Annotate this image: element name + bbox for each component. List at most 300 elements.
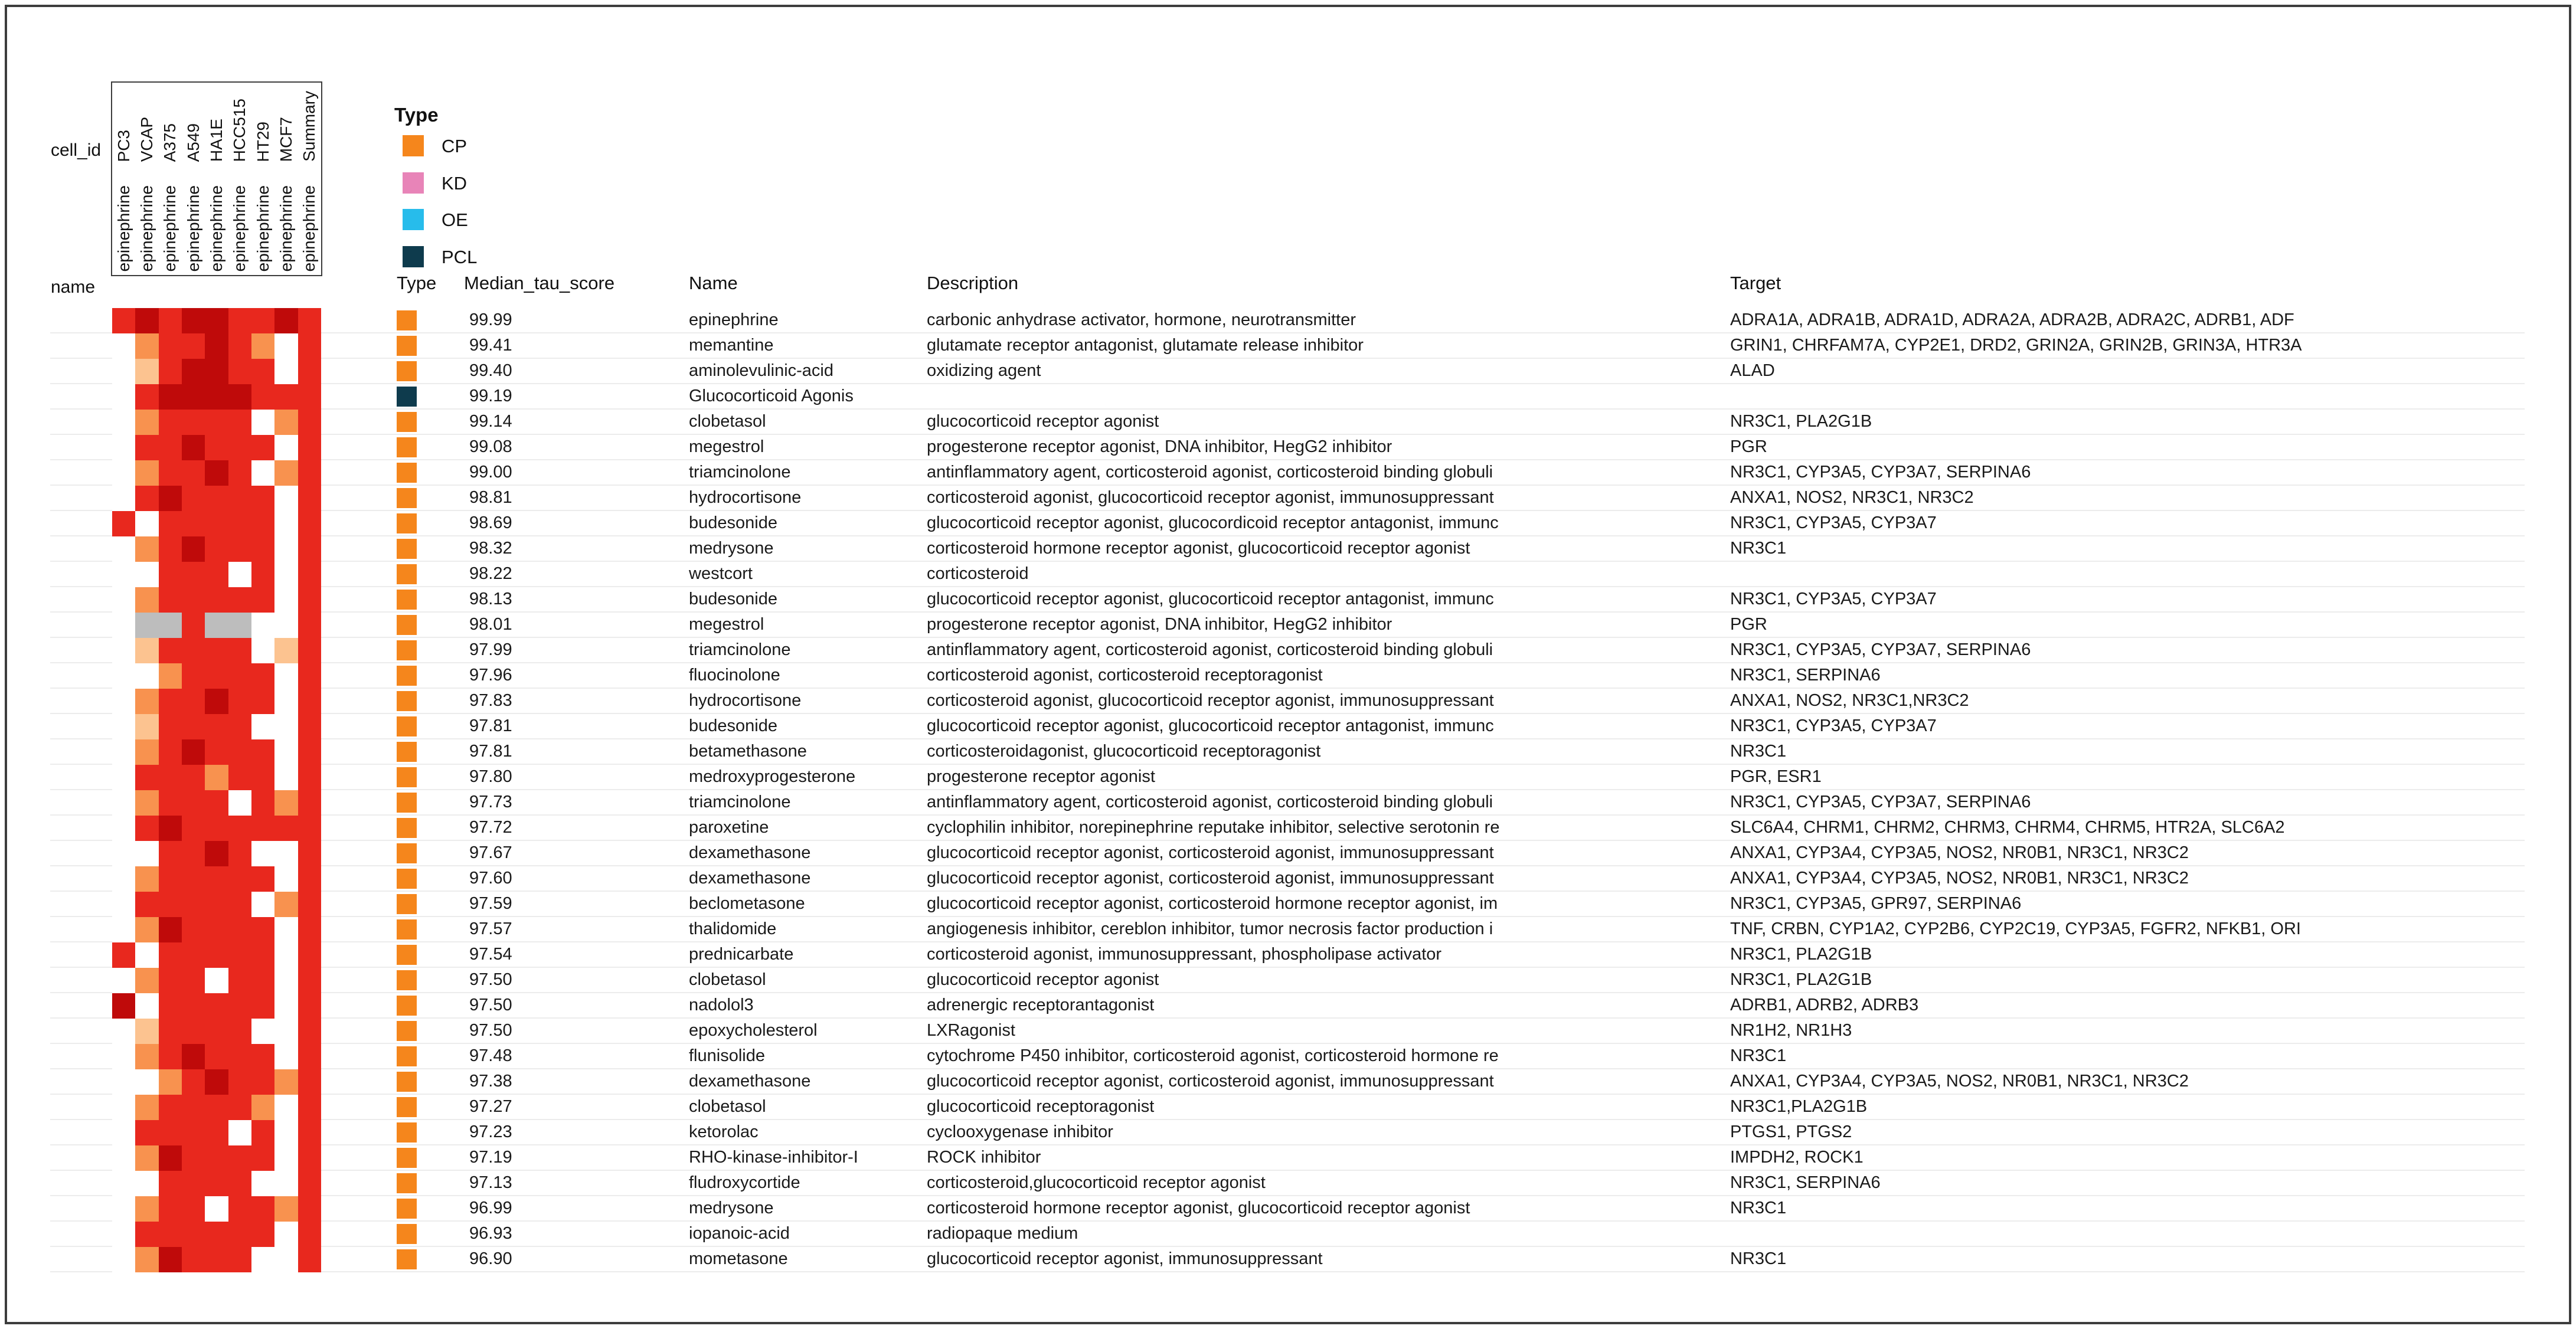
target: ANXA1, NOS2, NR3C1, NR3C2 bbox=[1730, 488, 1974, 507]
heatmap-cell bbox=[159, 1095, 182, 1120]
heatmap-cell bbox=[274, 333, 298, 359]
heatmap-cell bbox=[135, 917, 158, 942]
heatmap-cell bbox=[135, 562, 158, 587]
type-swatch bbox=[397, 1097, 417, 1117]
perturbagen-name: megestrol bbox=[689, 615, 764, 634]
heatmap-cell bbox=[205, 1171, 228, 1196]
median-tau-score: 97.50 bbox=[469, 996, 512, 1014]
heatmap-cell bbox=[135, 435, 158, 460]
heatmap-cell bbox=[251, 308, 274, 333]
table-row bbox=[50, 308, 2525, 333]
heatmap-cell bbox=[112, 536, 135, 562]
heatmap-cell bbox=[135, 384, 158, 410]
heatmap-cell bbox=[251, 866, 274, 892]
table-row bbox=[50, 613, 2525, 638]
heatmap-cell bbox=[251, 663, 274, 689]
type-swatch bbox=[397, 488, 417, 508]
heatmap-cell bbox=[205, 460, 228, 486]
heatmap-cell bbox=[182, 892, 205, 917]
table-row bbox=[50, 841, 2525, 866]
heatmap-cell bbox=[182, 333, 205, 359]
heatmap-cell bbox=[298, 460, 321, 486]
target: NR3C1 bbox=[1730, 1199, 1787, 1217]
cellid-label: HCC515 bbox=[230, 98, 249, 162]
heatmap-cell bbox=[228, 917, 251, 942]
heatmap-cell bbox=[274, 1044, 298, 1069]
heatmap-cell bbox=[159, 333, 182, 359]
oe-color-swatch bbox=[403, 209, 424, 230]
median-tau-score: 97.19 bbox=[469, 1148, 512, 1167]
perturbagen-name: fluocinolone bbox=[689, 666, 780, 685]
perturbagen-name: budesonide bbox=[689, 590, 777, 608]
heatmap-cell bbox=[205, 841, 228, 866]
description: corticosteroid agonist, glucocorticoid receptor agonist, immunosuppressant bbox=[927, 488, 1494, 507]
type-swatch bbox=[397, 1148, 417, 1168]
description: corticosteroid agonist, glucocorticoid receptor agonist, immunosuppressant bbox=[927, 691, 1494, 710]
heatmap-cell bbox=[298, 1019, 321, 1044]
heatmap-cell bbox=[205, 892, 228, 917]
heatmap-cell bbox=[251, 968, 274, 993]
heatmap-cell bbox=[228, 486, 251, 511]
heatmap-cell bbox=[159, 841, 182, 866]
heatmap-cell bbox=[228, 359, 251, 384]
heatmap-cell bbox=[135, 1247, 158, 1272]
heatmap-cell bbox=[135, 333, 158, 359]
heatmap-cell bbox=[135, 663, 158, 689]
perturbagen-name: memantine bbox=[689, 336, 774, 355]
perturbagen-name: mometasone bbox=[689, 1249, 788, 1268]
perturbagen-name: dexamethasone bbox=[689, 869, 811, 888]
heatmap-cell bbox=[228, 1222, 251, 1247]
heatmap-cell bbox=[205, 562, 228, 587]
heatmap-cell bbox=[251, 816, 274, 841]
heatmap-cell bbox=[182, 663, 205, 689]
heatmap-cell bbox=[251, 841, 274, 866]
type-swatch bbox=[397, 818, 417, 838]
heatmap-column-header bbox=[159, 165, 182, 275]
heatmap-cell bbox=[135, 765, 158, 790]
target: PGR, ESR1 bbox=[1730, 767, 1822, 786]
perturbagen-name: medrysone bbox=[689, 539, 774, 558]
median-tau-score: 97.96 bbox=[469, 666, 512, 685]
target: NR3C1, CYP3A5, CYP3A7, SERPINA6 bbox=[1730, 793, 2031, 811]
heatmap-header-box bbox=[111, 81, 322, 276]
description: corticosteroid agonist, immunosuppressant, phospholipase activator bbox=[927, 945, 1442, 964]
heatmap-column-header bbox=[251, 165, 274, 275]
heatmap-cell bbox=[228, 866, 251, 892]
description: glucocorticoid receptor agonist, glucocorticoid receptor antagonist, immunc bbox=[927, 716, 1494, 735]
type-swatch bbox=[397, 564, 417, 584]
heatmap-cell bbox=[159, 765, 182, 790]
heatmap-cell bbox=[228, 333, 251, 359]
heatmap-cell bbox=[298, 536, 321, 562]
median-tau-score: 99.14 bbox=[469, 412, 512, 431]
heatmap-cell bbox=[298, 1171, 321, 1196]
name-corner-label: name bbox=[51, 277, 96, 297]
type-swatch bbox=[397, 1249, 417, 1269]
heatmap-cell bbox=[228, 689, 251, 714]
table-row bbox=[50, 435, 2525, 460]
heatmap-cell bbox=[298, 866, 321, 892]
heatmap-cell bbox=[182, 1222, 205, 1247]
table-row bbox=[50, 714, 2525, 739]
heatmap-cell bbox=[274, 460, 298, 486]
type-swatch bbox=[397, 310, 417, 330]
type-swatch bbox=[397, 615, 417, 635]
heatmap-cell bbox=[159, 790, 182, 816]
median-tau-score: 97.50 bbox=[469, 1021, 512, 1040]
description: progesterone receptor agonist, DNA inhibitor, HegG2 inhibitor bbox=[927, 437, 1392, 456]
target: NR3C1, SERPINA6 bbox=[1730, 1173, 1881, 1192]
heatmap-cell bbox=[182, 384, 205, 410]
perturbagen-name: dexamethasone bbox=[689, 843, 811, 862]
heatmap-cell bbox=[298, 435, 321, 460]
heatmap-cell bbox=[251, 1145, 274, 1171]
heatmap-cell bbox=[135, 1019, 158, 1044]
heatmap-cell bbox=[112, 841, 135, 866]
median-tau-score: 97.81 bbox=[469, 742, 512, 761]
heatmap-cell bbox=[205, 968, 228, 993]
heatmap-grid bbox=[112, 308, 321, 1272]
heatmap-cell bbox=[182, 765, 205, 790]
description: progesterone receptor agonist, DNA inhibitor, HegG2 inhibitor bbox=[927, 615, 1392, 634]
table-row bbox=[50, 993, 2525, 1019]
perturbagen-name-label: epinephrine bbox=[161, 185, 179, 271]
heatmap-cell bbox=[135, 866, 158, 892]
heatmap-cell bbox=[228, 1145, 251, 1171]
description: corticosteroid hormone receptor agonist, glucocorticoid receptor agonist bbox=[927, 539, 1470, 558]
median-tau-score: 98.81 bbox=[469, 488, 512, 507]
table-row bbox=[50, 536, 2525, 562]
heatmap-cell bbox=[135, 1069, 158, 1095]
heatmap-cell bbox=[251, 714, 274, 739]
table-row bbox=[50, 1247, 2525, 1272]
heatmap-cell bbox=[298, 714, 321, 739]
heatmap-cell bbox=[182, 1095, 205, 1120]
heatmap-cell bbox=[112, 511, 135, 536]
heatmap-cell bbox=[205, 993, 228, 1019]
heatmap-cell bbox=[135, 841, 158, 866]
heatmap-cell bbox=[298, 333, 321, 359]
table-row bbox=[50, 1095, 2525, 1120]
cellid-label: HA1E bbox=[207, 118, 225, 162]
heatmap-cell bbox=[205, 1145, 228, 1171]
heatmap-cell bbox=[298, 917, 321, 942]
type-swatch bbox=[397, 894, 417, 914]
description: corticosteroid agonist, corticosteroid receptoragonist bbox=[927, 666, 1323, 685]
median-tau-score: 97.83 bbox=[469, 691, 512, 710]
perturbagen-name-label: epinephrine bbox=[207, 185, 225, 271]
heatmap-cell bbox=[228, 1044, 251, 1069]
description: carbonic anhydrase activator, hormone, neurotransmitter bbox=[927, 310, 1356, 329]
heatmap-cell bbox=[205, 663, 228, 689]
heatmap-cell bbox=[159, 942, 182, 968]
heatmap-cell bbox=[135, 1044, 158, 1069]
heatmap-cell bbox=[298, 562, 321, 587]
heatmap-cell bbox=[251, 613, 274, 638]
heatmap-cell bbox=[228, 410, 251, 435]
table-row bbox=[50, 765, 2525, 790]
table-row bbox=[50, 1171, 2525, 1196]
heatmap-cell bbox=[274, 1222, 298, 1247]
description: glucocorticoid receptor agonist, corticosteroid hormone receptor agonist, im bbox=[927, 894, 1498, 913]
heatmap-cell bbox=[135, 1171, 158, 1196]
type-swatch bbox=[397, 767, 417, 787]
heatmap-cell bbox=[112, 714, 135, 739]
heatmap-cell bbox=[159, 968, 182, 993]
heatmap-cell bbox=[228, 308, 251, 333]
heatmap-cell bbox=[251, 536, 274, 562]
heatmap-cell bbox=[251, 486, 274, 511]
heatmap-cell bbox=[205, 359, 228, 384]
heatmap-cell bbox=[228, 765, 251, 790]
heatmap-cellid-band bbox=[112, 83, 321, 165]
heatmap-cell bbox=[205, 308, 228, 333]
heatmap-cell bbox=[251, 1095, 274, 1120]
heatmap-cell bbox=[298, 1145, 321, 1171]
heatmap-cell bbox=[135, 1145, 158, 1171]
heatmap-cell bbox=[182, 536, 205, 562]
heatmap-cell bbox=[112, 816, 135, 841]
heatmap-cell bbox=[298, 1247, 321, 1272]
heatmap-cell bbox=[182, 917, 205, 942]
heatmap-cell bbox=[135, 942, 158, 968]
heatmap-column-header bbox=[228, 165, 251, 275]
heatmap-cell bbox=[228, 993, 251, 1019]
heatmap-cell bbox=[251, 689, 274, 714]
cellid-label: HT29 bbox=[253, 121, 272, 162]
perturbagen-name: triamcinolone bbox=[689, 793, 791, 811]
median-tau-score: 97.23 bbox=[469, 1122, 512, 1141]
heatmap-cell bbox=[135, 1120, 158, 1145]
type-swatch bbox=[397, 437, 417, 457]
median-tau-score: 97.60 bbox=[469, 869, 512, 888]
perturbagen-name-label: epinephrine bbox=[276, 185, 295, 271]
description: glucocorticoid receptor agonist, immunosuppressant bbox=[927, 1249, 1323, 1268]
heatmap-cell bbox=[251, 1196, 274, 1222]
median-tau-score: 99.40 bbox=[469, 361, 512, 380]
heatmap-cell bbox=[159, 435, 182, 460]
heatmap-cell bbox=[205, 486, 228, 511]
heatmap-cell bbox=[205, 1120, 228, 1145]
heatmap-name-band bbox=[112, 165, 321, 275]
heatmap-cell bbox=[182, 942, 205, 968]
heatmap-cell bbox=[135, 1196, 158, 1222]
heatmap-cell bbox=[159, 486, 182, 511]
table-row bbox=[50, 486, 2525, 511]
heatmap-cell bbox=[228, 536, 251, 562]
description: corticosteroid bbox=[927, 564, 1029, 583]
heatmap-cell bbox=[182, 790, 205, 816]
perturbagen-name: budesonide bbox=[689, 513, 777, 532]
heatmap-cell bbox=[182, 689, 205, 714]
heatmap-cell bbox=[228, 435, 251, 460]
type-swatch bbox=[397, 691, 417, 711]
heatmap-cell bbox=[159, 866, 182, 892]
type-swatch bbox=[397, 919, 417, 940]
description: glucocorticoid receptor agonist bbox=[927, 970, 1159, 989]
median-tau-score: 97.81 bbox=[469, 716, 512, 735]
description: glucocorticoid receptoragonist bbox=[927, 1097, 1155, 1116]
heatmap-cell bbox=[205, 1095, 228, 1120]
description: cyclophilin inhibitor, norepinephrine reputake inhibitor, selective serotonin re bbox=[927, 818, 1500, 837]
target: SLC6A4, CHRM1, CHRM2, CHRM3, CHRM4, CHRM5, HTR2A, SLC6A2 bbox=[1730, 818, 2285, 837]
heatmap-cell bbox=[112, 562, 135, 587]
heatmap-cell bbox=[251, 359, 274, 384]
legend-title: Type bbox=[394, 104, 439, 126]
heatmap-cell bbox=[274, 1171, 298, 1196]
legend-item-label: CP bbox=[442, 136, 468, 156]
heatmap-cell bbox=[182, 816, 205, 841]
type-swatch bbox=[397, 1199, 417, 1219]
heatmap-cell bbox=[159, 1069, 182, 1095]
median-tau-score: 97.73 bbox=[469, 793, 512, 811]
description: LXRagonist bbox=[927, 1021, 1015, 1040]
table-row bbox=[50, 1069, 2525, 1095]
heatmap-cell bbox=[251, 1171, 274, 1196]
perturbagen-name: clobetasol bbox=[689, 1097, 766, 1116]
heatmap-cell bbox=[182, 714, 205, 739]
median-tau-score: 97.67 bbox=[469, 843, 512, 862]
heatmap-cell bbox=[159, 587, 182, 613]
heatmap-cell bbox=[228, 1120, 251, 1145]
target: NR3C1 bbox=[1730, 1046, 1787, 1065]
target: PTGS1, PTGS2 bbox=[1730, 1122, 1852, 1141]
heatmap-cell bbox=[159, 993, 182, 1019]
table-row bbox=[50, 460, 2525, 486]
description: corticosteroidagonist, glucocorticoid receptoragonist bbox=[927, 742, 1321, 761]
median-tau-score: 97.50 bbox=[469, 970, 512, 989]
heatmap-cell bbox=[182, 587, 205, 613]
target: NR3C1, PLA2G1B bbox=[1730, 945, 1872, 964]
heatmap-cell bbox=[205, 790, 228, 816]
heatmap-cell bbox=[298, 993, 321, 1019]
heatmap-cell bbox=[298, 968, 321, 993]
description: angiogenesis inhibitor, cereblon inhibitor, tumor necrosis factor production i bbox=[927, 919, 1493, 938]
perturbagen-name: Glucocorticoid Agonis bbox=[689, 387, 854, 405]
heatmap-cell bbox=[228, 562, 251, 587]
perturbagen-name: beclometasone bbox=[689, 894, 805, 913]
median-tau-score: 97.72 bbox=[469, 818, 512, 837]
heatmap-cell bbox=[205, 410, 228, 435]
perturbagen-name-label: epinephrine bbox=[300, 185, 319, 271]
heatmap-cell bbox=[205, 866, 228, 892]
perturbagen-name-label: epinephrine bbox=[253, 185, 272, 271]
type-swatch bbox=[397, 716, 417, 736]
heatmap-cell bbox=[205, 384, 228, 410]
target: NR3C1 bbox=[1730, 742, 1787, 761]
heatmap-cell bbox=[159, 1019, 182, 1044]
heatmap-cell bbox=[274, 993, 298, 1019]
target: ADRB1, ADRB2, ADRB3 bbox=[1730, 996, 1919, 1014]
heatmap-cell bbox=[205, 1247, 228, 1272]
table-row bbox=[50, 638, 2525, 663]
heatmap-cell bbox=[112, 1044, 135, 1069]
heatmap-cell bbox=[205, 511, 228, 536]
table-row bbox=[50, 1019, 2525, 1044]
heatmap-cell bbox=[205, 765, 228, 790]
heatmap-cell bbox=[159, 892, 182, 917]
heatmap-cell bbox=[298, 689, 321, 714]
heatmap-cell bbox=[205, 1019, 228, 1044]
heatmap-cell bbox=[159, 689, 182, 714]
heatmap-cell bbox=[251, 942, 274, 968]
heatmap-cell bbox=[182, 993, 205, 1019]
type-swatch bbox=[397, 742, 417, 762]
heatmap-cell bbox=[251, 1069, 274, 1095]
heatmap-cell bbox=[205, 1196, 228, 1222]
median-tau-score: 96.90 bbox=[469, 1249, 512, 1268]
heatmap-cell bbox=[274, 587, 298, 613]
column-header-median-tau-score: Median_tau_score bbox=[464, 273, 615, 293]
heatmap-cell bbox=[228, 1019, 251, 1044]
table-row bbox=[50, 562, 2525, 587]
heatmap-cell bbox=[274, 765, 298, 790]
type-swatch bbox=[397, 387, 417, 407]
heatmap-cell bbox=[274, 841, 298, 866]
legend-item-oe bbox=[403, 209, 639, 231]
heatmap-cell bbox=[159, 308, 182, 333]
perturbagen-name: medrysone bbox=[689, 1199, 774, 1217]
heatmap-cell bbox=[112, 993, 135, 1019]
heatmap-cell bbox=[182, 1247, 205, 1272]
median-tau-score: 97.59 bbox=[469, 894, 512, 913]
heatmap-cell bbox=[112, 1019, 135, 1044]
heatmap-cell bbox=[135, 613, 158, 638]
perturbagen-name-label: epinephrine bbox=[230, 185, 249, 271]
type-swatch bbox=[397, 336, 417, 356]
heatmap-cell bbox=[112, 1196, 135, 1222]
perturbagen-name: aminolevulinic-acid bbox=[689, 361, 833, 380]
heatmap-cell bbox=[251, 435, 274, 460]
perturbagen-name: epinephrine bbox=[689, 310, 779, 329]
heatmap-cell bbox=[182, 562, 205, 587]
heatmap-cell bbox=[274, 739, 298, 765]
median-tau-score: 97.57 bbox=[469, 919, 512, 938]
description: oxidizing agent bbox=[927, 361, 1041, 380]
heatmap-cell bbox=[205, 613, 228, 638]
perturbagen-name: fludroxycortide bbox=[689, 1173, 800, 1192]
heatmap-cell bbox=[251, 333, 274, 359]
table-row bbox=[50, 739, 2525, 765]
heatmap-cell bbox=[205, 638, 228, 663]
heatmap-cell bbox=[112, 968, 135, 993]
heatmap-cell bbox=[298, 1044, 321, 1069]
description: glucocorticoid receptor agonist, corticosteroid agonist, immunosuppressant bbox=[927, 843, 1494, 862]
heatmap-cell bbox=[228, 739, 251, 765]
perturbagen-name: triamcinolone bbox=[689, 463, 791, 482]
target: ANXA1, CYP3A4, CYP3A5, NOS2, NR0B1, NR3C1, NR3C2 bbox=[1730, 843, 2189, 862]
heatmap-cell bbox=[251, 638, 274, 663]
heatmap-cell bbox=[298, 1196, 321, 1222]
heatmap-cell bbox=[274, 359, 298, 384]
heatmap-cell bbox=[251, 917, 274, 942]
heatmap-cell bbox=[205, 1044, 228, 1069]
heatmap-cell bbox=[112, 765, 135, 790]
perturbagen-name: clobetasol bbox=[689, 970, 766, 989]
legend-item-label: KD bbox=[442, 173, 468, 194]
heatmap-cell bbox=[159, 1044, 182, 1069]
heatmap-cell bbox=[159, 1247, 182, 1272]
median-tau-score: 98.01 bbox=[469, 615, 512, 634]
target: PGR bbox=[1730, 615, 1767, 634]
perturbagen-name: megestrol bbox=[689, 437, 764, 456]
cellid-label: A375 bbox=[161, 123, 179, 162]
description: corticosteroid,glucocorticoid receptor agonist bbox=[927, 1173, 1266, 1192]
heatmap-cell bbox=[228, 1069, 251, 1095]
perturbagen-name: prednicarbate bbox=[689, 945, 794, 964]
table-row bbox=[50, 511, 2525, 536]
